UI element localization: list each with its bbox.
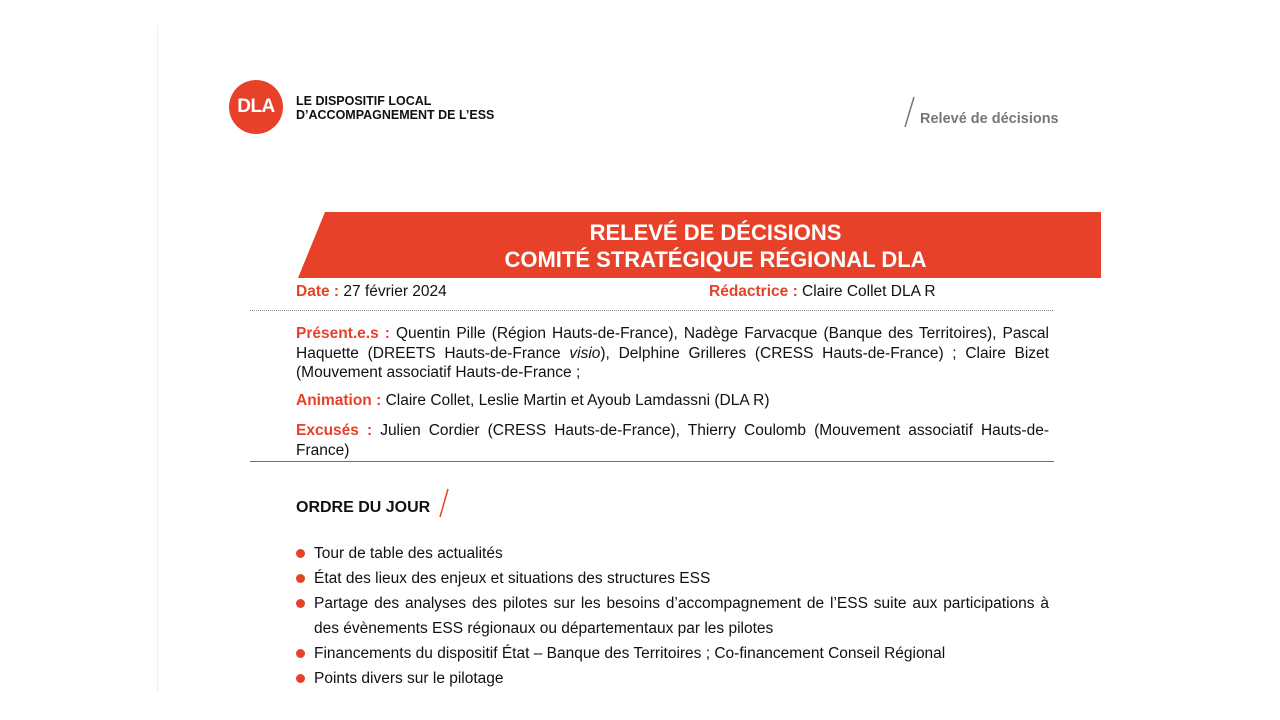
date-field bbox=[296, 283, 447, 301]
agenda-item-text: Tour de table des actualités bbox=[314, 545, 503, 562]
title-line-1: RELEVÉ DE DÉCISIONS bbox=[589, 220, 842, 245]
animation-label: Animation : bbox=[296, 392, 382, 409]
animation-paragraph bbox=[296, 391, 1049, 411]
bullet-icon bbox=[296, 574, 305, 583]
author-value: Claire Collet DLA R bbox=[802, 283, 936, 300]
header-slash-icon bbox=[902, 95, 916, 129]
agenda-item bbox=[296, 541, 1049, 566]
agenda-item bbox=[296, 566, 1049, 591]
dla-logo bbox=[229, 80, 283, 134]
agenda-list bbox=[296, 541, 1049, 691]
bullet-icon bbox=[296, 599, 305, 608]
excused-label: Excusés : bbox=[296, 422, 373, 439]
present-italic: visio bbox=[569, 344, 601, 362]
date-label: Date : bbox=[296, 283, 340, 300]
agenda-item-text: État des lieux des enjeux et situations des structures ESS bbox=[314, 570, 711, 587]
logo-line-2: D’ACCOMPAGNEMENT DE L’ESS bbox=[296, 108, 495, 122]
present-text-1: Quentin Pille (Région Hauts-de-France), Nadège Farvacque (Banque des Territoires), Pascal Haquette (DREETS Hauts-de-France bbox=[296, 325, 1049, 362]
header-label: Relevé de décisions bbox=[920, 111, 1059, 127]
bullet-icon bbox=[296, 649, 305, 658]
agenda-item-text: Partage des analyses des pilotes sur les besoins d’accompagnement de l’ESS suite aux participations à des évènements ESS régionaux ou départementaux par les pilotes bbox=[314, 595, 1049, 637]
animation-text: Claire Collet, Leslie Martin et Ayoub Lamdassni (DLA R) bbox=[385, 392, 770, 409]
present-paragraph bbox=[296, 324, 1049, 383]
bullet-icon bbox=[296, 549, 305, 558]
logo-wordmark bbox=[296, 94, 494, 122]
excused-paragraph bbox=[296, 421, 1049, 460]
excused-text: Julien Cordier (CRESS Hauts-de-France), Thierry Coulomb (Mouvement associatif Hauts-de-France) bbox=[296, 422, 1049, 459]
agenda-title: ORDRE DU JOUR bbox=[296, 499, 431, 516]
dotted-divider bbox=[250, 310, 1053, 311]
bullet-icon bbox=[296, 674, 305, 683]
agenda-item-text: Points divers sur le pilotage bbox=[314, 670, 504, 687]
agenda-item-text: Financements du dispositif État – Banque des Territoires ; Co-financement Conseil Régional bbox=[314, 645, 946, 662]
agenda-item bbox=[296, 641, 1049, 666]
logo-line-1: LE DISPOSITIF LOCAL bbox=[296, 94, 432, 108]
author-label: Rédactrice : bbox=[709, 283, 798, 300]
red-divider bbox=[250, 461, 1054, 462]
logo-abbr: DLA bbox=[237, 96, 275, 117]
agenda-slash-icon bbox=[437, 487, 451, 519]
present-label: Présent.e.s : bbox=[296, 325, 390, 342]
agenda-item bbox=[296, 591, 1049, 641]
document-title bbox=[298, 219, 1133, 273]
author-field bbox=[709, 283, 936, 301]
present-text-2: ), Delphine Grilleres (CRESS Hauts-de-France) ; Claire Bizet (Mouvement associatif Hauts-de-France ; bbox=[296, 344, 1049, 381]
title-line-2: COMITÉ STRATÉGIQUE RÉGIONAL DLA bbox=[504, 247, 927, 272]
date-value: 27 février 2024 bbox=[343, 283, 447, 300]
agenda-item bbox=[296, 666, 1049, 691]
